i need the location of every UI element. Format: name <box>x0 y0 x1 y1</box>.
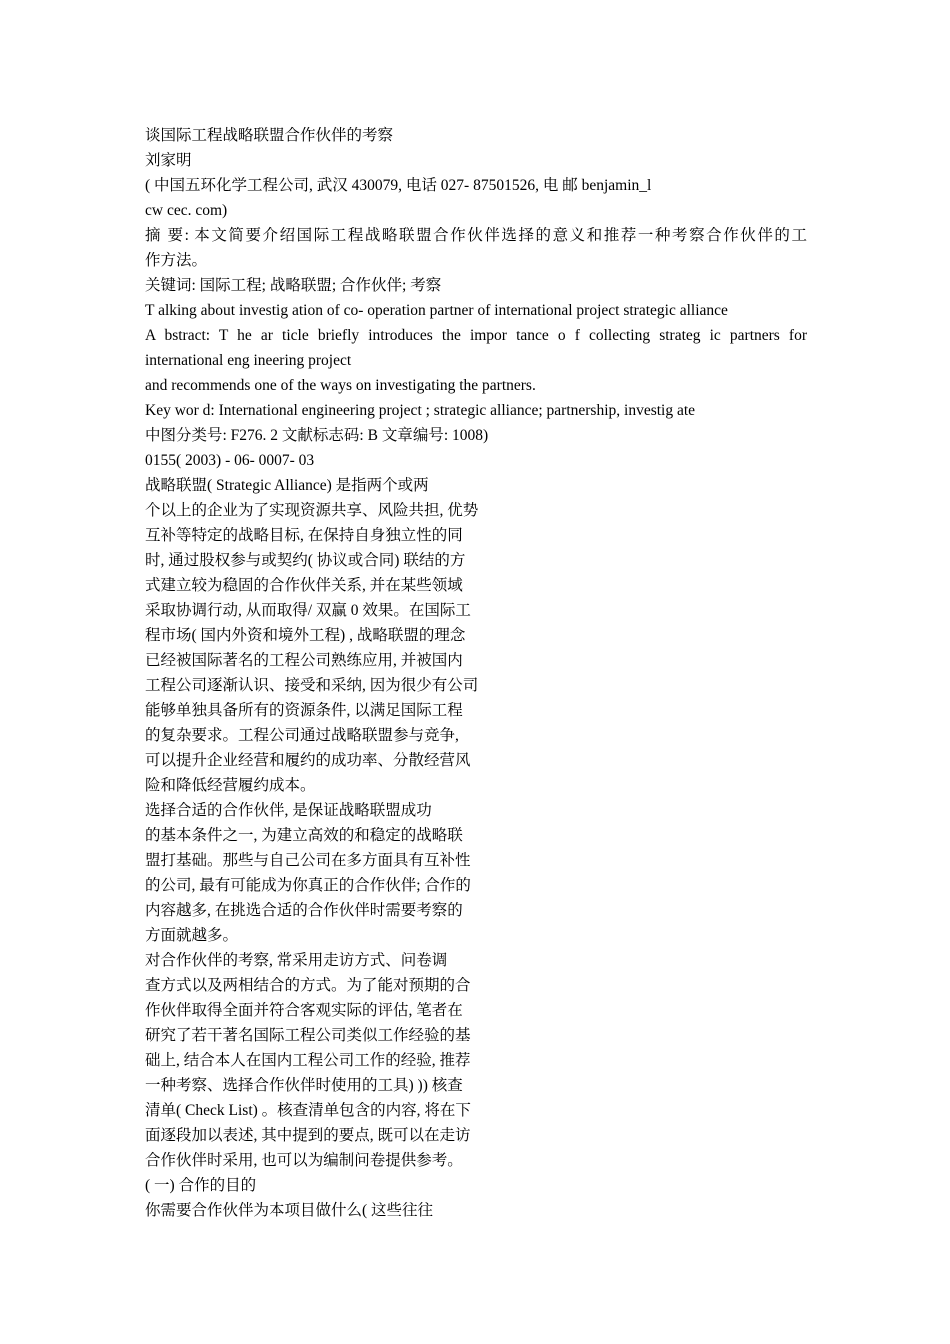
english-abstract-line-3: and recommends one of the ways on investigating the partners. <box>145 377 536 394</box>
classification-line-1: 中图分类号: F276. 2 文献标志码: B 文章编号: 1008) <box>145 427 489 444</box>
body-line: 采取协调行动, 从而取得/ 双赢 0 效果。在国际工 <box>145 602 471 619</box>
body-line: 你需要合作伙伴为本项目做什么( 这些往往 <box>145 1202 434 1219</box>
body-line: 方面就越多。 <box>145 927 239 944</box>
body-line: 合作伙伴时采用, 也可以为编制问卷提供参考。 <box>145 1152 463 1169</box>
body-line: 已经被国际著名的工程公司熟练应用, 并被国内 <box>145 652 463 669</box>
body-line: 的复杂要求。工程公司通过战略联盟参与竞争, <box>145 727 459 744</box>
body-line: 式建立较为稳固的合作伙伴关系, 并在某些领域 <box>145 577 463 594</box>
article-title: 谈国际工程战略联盟合作伙伴的考察 <box>145 127 394 144</box>
document-page <box>145 123 807 1223</box>
body-line: 能够单独具备所有的资源条件, 以满足国际工程 <box>145 702 463 719</box>
abstract-cn-line-1: 摘 要: 本文简要介绍国际工程战略联盟合作伙伴选择的意义和推荐一种考察合作伙伴的工 <box>145 227 807 244</box>
keywords-cn: 关键词: 国际工程; 战略联盟; 合作伙伴; 考察 <box>145 277 442 294</box>
body-line: 可以提升企业经营和履约的成功率、分散经营风 <box>145 752 471 769</box>
author-affiliation-line-1: ( 中国五环化学工程公司, 武汉 430079, 电话 027- 87501526, 电 邮 benjamin_l <box>145 177 652 194</box>
body-line: 的基本条件之一, 为建立高效的和稳定的战略联 <box>145 827 463 844</box>
body-line: 个以上的企业为了实现资源共享、风险共担, 优势 <box>145 502 479 519</box>
classification-line-2: 0155( 2003) - 06- 0007- 03 <box>145 452 315 469</box>
english-abstract-line-1: A bstract: T he ar ticle briefly introduces the impor tance o f collecting strateg ic partners for <box>145 327 807 344</box>
body-line: 选择合适的合作伙伴, 是保证战略联盟成功 <box>145 802 432 819</box>
body-line: 战略联盟( Strategic Alliance) 是指两个或两 <box>145 477 429 494</box>
english-abstract-line-2: international eng ineering project <box>145 352 352 369</box>
body-line: 时, 通过股权参与或契约( 协议或合同) 联结的方 <box>145 552 466 569</box>
body-line: 一种考察、选择合作伙伴时使用的工具) )) 核查 <box>145 1077 463 1094</box>
body-line: 清单( Check List) 。核查清单包含的内容, 将在下 <box>145 1102 471 1119</box>
english-title: T alking about investig ation of co- operation partner of international project strategic alliance <box>145 302 728 319</box>
body-line: 的公司, 最有可能成为你真正的合作伙伴; 合作的 <box>145 877 471 894</box>
body-line: 工程公司逐渐认识、接受和采纳, 因为很少有公司 <box>145 677 479 694</box>
body-line: 作伙伴取得全面并符合客观实际的评估, 笔者在 <box>145 1002 463 1019</box>
body-line: 面逐段加以表述, 其中提到的要点, 既可以在走访 <box>145 1127 471 1144</box>
body-line: 研究了若干著名国际工程公司类似工作经验的基 <box>145 1027 471 1044</box>
author-affiliation-line-2: cw cec. com) <box>145 202 228 219</box>
author-name: 刘家明 <box>145 152 192 169</box>
english-keywords: Key wor d: International engineering project ; strategic alliance; partnership, investig ate <box>145 402 696 419</box>
body-line: 查方式以及两相结合的方式。为了能对预期的合 <box>145 977 471 994</box>
abstract-cn-line-2: 作方法。 <box>145 252 208 269</box>
body-line: 内容越多, 在挑选合适的合作伙伴时需要考察的 <box>145 902 463 919</box>
body-line: 础上, 结合本人在国内工程公司工作的经验, 推荐 <box>145 1052 471 1069</box>
body-column <box>145 473 515 1223</box>
body-line: 对合作伙伴的考察, 常采用走访方式、问卷调 <box>145 952 448 969</box>
body-line: 险和降低经营履约成本。 <box>145 777 316 794</box>
body-line: 互补等特定的战略目标, 在保持自身独立性的同 <box>145 527 463 544</box>
body-line: 程市场( 国内外资和境外工程) , 战略联盟的理念 <box>145 627 466 644</box>
section-heading: ( 一) 合作的目的 <box>145 1177 257 1194</box>
body-line: 盟打基础。那些与自己公司在多方面具有互补性 <box>145 852 471 869</box>
